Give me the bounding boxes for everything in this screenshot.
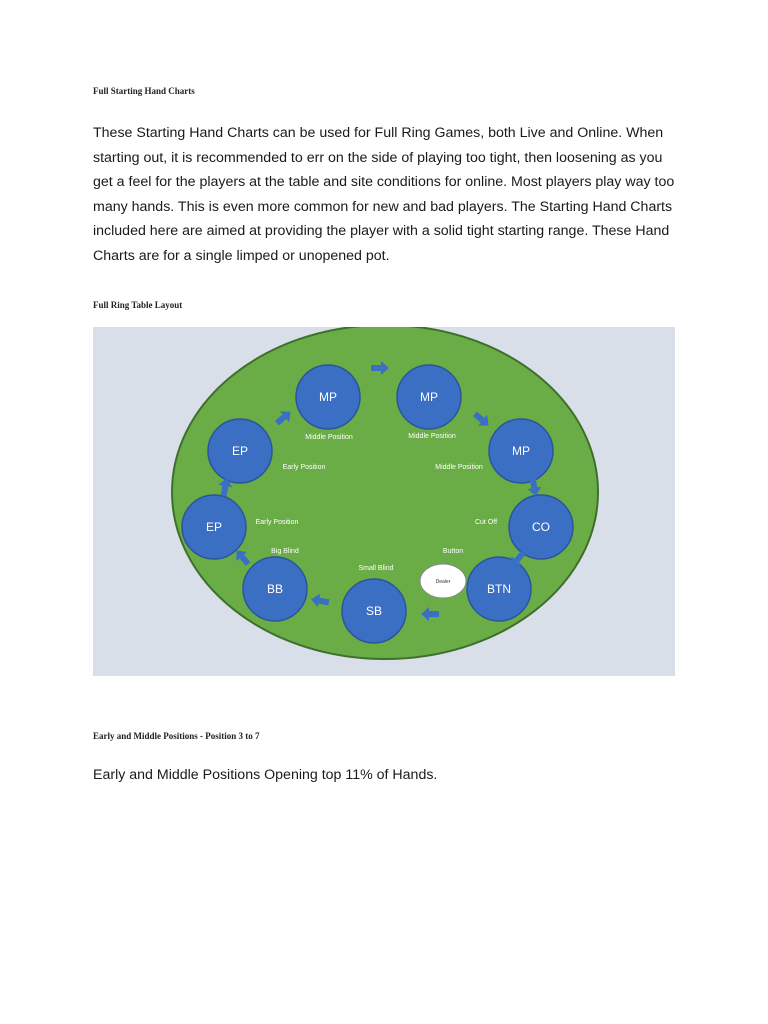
seat-bb [243, 557, 307, 621]
seat-ep-1 [182, 495, 246, 559]
seat-abbr: MP [420, 390, 438, 404]
early-middle-paragraph: Early and Middle Positions Opening top 11% of Hands. [93, 767, 438, 783]
seat-mp-1 [296, 365, 360, 429]
seat-co [509, 495, 573, 559]
position-label-bb: Big Blind [271, 548, 299, 555]
seat-abbr: BTN [487, 582, 511, 596]
position-label-btn: Button [442, 548, 464, 555]
seat-abbr: EP [205, 520, 223, 534]
section-heading-early-middle-positions: Early and Middle Positions - Position 3 to 7 [93, 731, 260, 741]
seat-abbr: EP [231, 444, 249, 458]
position-label-sb: Small Blind [358, 565, 394, 572]
position-label-mp-2: Middle Position [408, 433, 456, 440]
section-heading-starting-hand-charts: Full Starting Hand Charts [93, 86, 195, 96]
dealer-button [420, 564, 466, 598]
seat-mp-2 [397, 365, 461, 429]
seat-abbr: CO [532, 520, 550, 534]
position-label-co: Cut Off [474, 519, 498, 526]
position-label-mp-3: Middle Position [435, 464, 483, 471]
dealer-label: Dealer [435, 579, 451, 585]
seat-btn [467, 557, 531, 621]
position-label-ep-1: Early Position [255, 519, 299, 526]
seat-abbr: SB [365, 604, 383, 618]
section-heading-table-layout: Full Ring Table Layout [93, 300, 183, 310]
seat-mp-3 [489, 419, 553, 483]
table-layout-svg [93, 327, 675, 676]
seat-ep-2 [208, 419, 272, 483]
seat-abbr: MP [319, 390, 337, 404]
position-label-mp-1: Middle Position [305, 434, 353, 441]
seat-abbr: BB [266, 582, 284, 596]
position-label-ep-2: Early Position [282, 464, 326, 471]
intro-paragraph: These Starting Hand Charts can be used for Full Ring Games, both Live and Online. When starting out, it is recommended to err on the side of playing too tight, then loosening as you get a feel for the players at the table and site conditions for online. Most players play way too many hands. This is even more common for new and bad players. The Starting Hand Charts included here are aimed at providing the player with a solid tight starting range. These Hand Charts are for a single limped or unopened pot. [93, 125, 675, 264]
seat-sb [342, 579, 406, 643]
table-layout-diagram [93, 327, 675, 676]
seat-abbr: MP [512, 444, 530, 458]
